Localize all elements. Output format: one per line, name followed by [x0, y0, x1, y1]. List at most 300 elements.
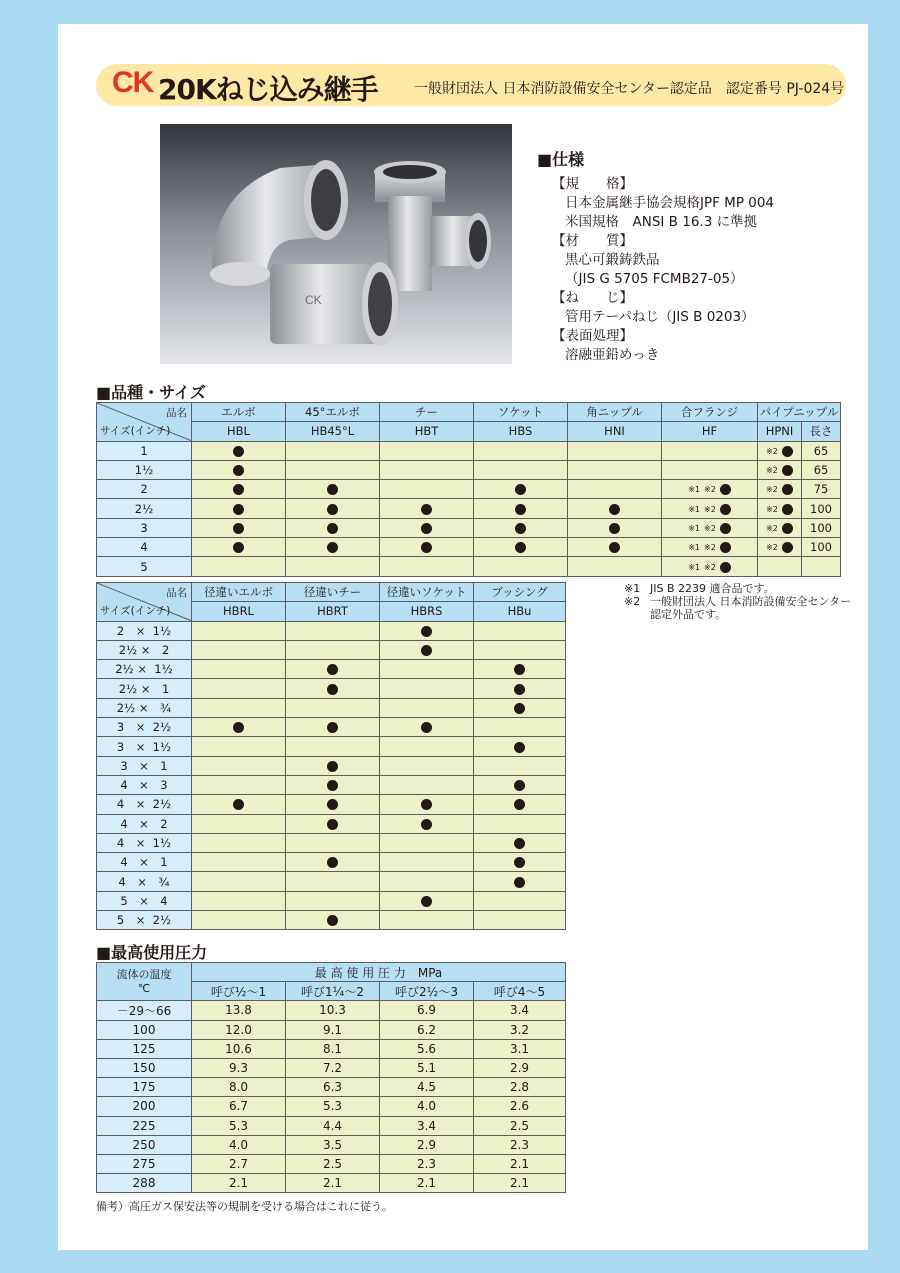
pressure-value-cell: 3.4 [380, 1116, 474, 1135]
availability-cell [192, 679, 286, 698]
temperature-header [97, 963, 192, 1001]
availability-cell [380, 660, 474, 679]
availability-cell [474, 480, 568, 499]
pressure-value-cell: 2.6 [474, 1097, 566, 1116]
pressure-value-cell: 4.5 [380, 1078, 474, 1097]
filled-dot [327, 722, 338, 733]
table-row [97, 621, 566, 640]
temperature-cell: 200 [97, 1097, 192, 1116]
pressure-value-cell: 3.1 [474, 1039, 566, 1058]
availability-cell [380, 853, 474, 872]
length-cell: 65 [802, 460, 841, 479]
column-code: HBRS [380, 602, 474, 621]
socket-mark: CK [305, 293, 322, 307]
column-name: ソケット [474, 403, 568, 422]
column-name: 45°エルボ [286, 403, 380, 422]
filled-dot [421, 896, 432, 907]
size-cell: 3 × 1½ [97, 737, 192, 756]
table-row [97, 538, 841, 557]
size-cell: 2½ × 1 [97, 679, 192, 698]
size-cell: 4 × 2½ [97, 795, 192, 814]
reducing-table [96, 582, 566, 930]
filled-dot [421, 523, 432, 534]
filled-dot [233, 465, 244, 476]
table-row [97, 891, 566, 910]
column-code: HBT [380, 422, 474, 441]
column-name: 径違いチー [286, 583, 380, 602]
note-mark: ※2 [766, 446, 778, 456]
availability-cell [380, 679, 474, 698]
table-row [97, 698, 566, 717]
availability-cell [192, 891, 286, 910]
size-cell: 5 [97, 557, 192, 576]
corner-top-label: 品名 [166, 587, 187, 599]
availability-cell [474, 679, 566, 698]
availability-cell [474, 891, 566, 910]
filled-dot [327, 819, 338, 830]
availability-cell [286, 795, 380, 814]
column-code: HBRL [192, 602, 286, 621]
pressure-section-title: ■最高使用圧力 [96, 943, 208, 962]
availability-cell [286, 775, 380, 794]
availability-cell [286, 499, 380, 518]
footnote-mark: ※2 [624, 595, 641, 608]
table-row [97, 872, 566, 891]
header-row [97, 963, 566, 982]
spec-value: 日本金属継手協会規格JPF MP 004 [565, 195, 775, 211]
availability-cell [474, 795, 566, 814]
pressure-value-cell: 2.3 [474, 1135, 566, 1154]
column-code: HBu [474, 602, 566, 621]
table-row [97, 795, 566, 814]
spec-item [537, 175, 857, 232]
corner-top-label: 品名 [166, 407, 187, 419]
column-name: エルボ [192, 403, 286, 422]
spec-value: 溶融亜鉛めっき [565, 347, 660, 363]
column-code: HF [662, 422, 758, 441]
corner-bottom-label: サイズ(インチ) [100, 604, 171, 617]
availability-cell [380, 441, 474, 460]
size-cell: 3 × 2½ [97, 718, 192, 737]
column-code: HNI [568, 422, 662, 441]
filled-dot [421, 645, 432, 656]
footnote-item [624, 595, 851, 608]
column-code: 長さ [802, 422, 841, 441]
availability-cell [286, 460, 380, 479]
availability-cell [192, 621, 286, 640]
availability-cell [380, 499, 474, 518]
size-range-header: 呼び1¼～2 [286, 982, 380, 1001]
availability-cell [568, 538, 662, 557]
size-cell: 2½ × 2 [97, 640, 192, 659]
column-name: 角ニップル [568, 403, 662, 422]
size-cell: 4 × ¾ [97, 872, 192, 891]
filled-dot [514, 857, 525, 868]
spec-value: 管用テーパねじ（JIS B 0203） [565, 309, 755, 325]
types-table [96, 402, 841, 577]
availability-cell [758, 538, 802, 557]
filled-dot [233, 504, 244, 515]
spec-value: 米国規格 ANSI B 16.3 に準拠 [565, 214, 758, 230]
note-mark: ※1 [688, 504, 700, 514]
filled-dot [233, 799, 244, 810]
pressure-value-cell: 7.2 [286, 1058, 380, 1077]
column-name: ブッシング [474, 583, 566, 602]
availability-cell [286, 737, 380, 756]
availability-cell [380, 518, 474, 537]
availability-cell [474, 718, 566, 737]
filled-dot [327, 542, 338, 553]
availability-cell [662, 518, 758, 537]
pressure-value-cell: 2.1 [380, 1174, 474, 1193]
availability-cell [474, 872, 566, 891]
pressure-value-cell: 10.3 [286, 1001, 380, 1020]
pressure-value-cell: 2.8 [474, 1078, 566, 1097]
footnote-item [624, 582, 851, 595]
size-cell: 2½ [97, 499, 192, 518]
table-row [97, 640, 566, 659]
filled-dot [514, 664, 525, 675]
availability-cell [380, 460, 474, 479]
filled-dot [782, 504, 793, 515]
availability-cell [286, 518, 380, 537]
filled-dot [327, 684, 338, 695]
table-row [97, 814, 566, 833]
filled-dot [421, 799, 432, 810]
filled-dot [421, 819, 432, 830]
column-name: チー [380, 403, 474, 422]
footnote-mark: ※1 [624, 582, 641, 595]
table-row [97, 1020, 566, 1039]
availability-cell [192, 480, 286, 499]
corner-header [97, 403, 192, 442]
availability-cell [192, 538, 286, 557]
pressure-value-cell: 13.8 [192, 1001, 286, 1020]
spec-item [537, 327, 857, 365]
specification-block [537, 150, 857, 365]
pressure-table [96, 962, 566, 1193]
availability-cell [758, 460, 802, 479]
availability-cell [474, 557, 568, 576]
table-row [97, 441, 841, 460]
corner-header [97, 583, 192, 622]
filled-dot [782, 542, 793, 553]
pressure-value-cell: 4.4 [286, 1116, 380, 1135]
size-cell: 4 [97, 538, 192, 557]
filled-dot [421, 504, 432, 515]
filled-dot [233, 446, 244, 457]
availability-cell [286, 891, 380, 910]
table-row [97, 1001, 566, 1020]
pressure-value-cell: 2.3 [380, 1154, 474, 1173]
filled-dot [720, 504, 731, 515]
pressure-value-cell: 3.2 [474, 1020, 566, 1039]
filled-dot [421, 542, 432, 553]
filled-dot [515, 484, 526, 495]
pressure-value-cell: 6.3 [286, 1078, 380, 1097]
availability-cell [192, 441, 286, 460]
availability-cell [192, 833, 286, 852]
note-mark: ※2 [704, 562, 716, 572]
availability-cell [192, 756, 286, 775]
size-range-header: 呼び2½～3 [380, 982, 474, 1001]
pressure-value-cell: 2.5 [286, 1154, 380, 1173]
filled-dot [720, 562, 731, 573]
column-code: HBRT [286, 602, 380, 621]
filled-dot [720, 523, 731, 534]
filled-dot [421, 626, 432, 637]
availability-cell [568, 480, 662, 499]
filled-dot [327, 484, 338, 495]
product-photo [160, 124, 512, 364]
availability-cell [380, 756, 474, 775]
note-mark: ※2 [704, 523, 716, 533]
pressure-value-cell: 3.5 [286, 1135, 380, 1154]
table-row [97, 1154, 566, 1173]
availability-cell [758, 499, 802, 518]
availability-cell [192, 737, 286, 756]
pressure-value-cell: 6.2 [380, 1020, 474, 1039]
temperature-cell: 100 [97, 1020, 192, 1039]
availability-cell [286, 698, 380, 717]
note-mark: ※1 [688, 523, 700, 533]
column-name: パイプニップル [758, 403, 841, 422]
availability-cell [286, 679, 380, 698]
filled-dot [514, 703, 525, 714]
availability-cell [192, 698, 286, 717]
availability-cell [192, 718, 286, 737]
corner-bottom-label: サイズ(インチ) [100, 424, 171, 437]
size-cell: 2½ × ¾ [97, 698, 192, 717]
table-row [97, 1078, 566, 1097]
table-row [97, 518, 841, 537]
table-row [97, 1116, 566, 1135]
availability-cell [474, 499, 568, 518]
table-row [97, 499, 841, 518]
table-row [97, 660, 566, 679]
availability-cell [662, 557, 758, 576]
filled-dot [327, 799, 338, 810]
footnotes [624, 582, 851, 621]
note-mark: ※2 [704, 543, 716, 553]
size-cell: 4 × 2 [97, 814, 192, 833]
pressure-value-cell: 3.4 [474, 1001, 566, 1020]
size-cell: 1½ [97, 460, 192, 479]
availability-cell [286, 814, 380, 833]
availability-cell [286, 640, 380, 659]
filled-dot [609, 504, 620, 515]
availability-cell [474, 775, 566, 794]
pressure-value-cell: 2.9 [380, 1135, 474, 1154]
filled-dot [233, 722, 244, 733]
temperature-cell: －29～66 [97, 1001, 192, 1020]
availability-cell [380, 833, 474, 852]
filled-dot [515, 523, 526, 534]
column-code: HBL [192, 422, 286, 441]
column-code: HB45°L [286, 422, 380, 441]
temperature-cell: 250 [97, 1135, 192, 1154]
availability-cell [192, 872, 286, 891]
pressure-value-cell: 8.1 [286, 1039, 380, 1058]
availability-cell [474, 538, 568, 557]
availability-cell [662, 441, 758, 460]
filled-dot [514, 684, 525, 695]
temperature-header-line: 流体の温度 [116, 967, 172, 981]
pressure-value-cell: 5.6 [380, 1039, 474, 1058]
size-cell: 4 × 3 [97, 775, 192, 794]
availability-cell [192, 795, 286, 814]
availability-cell [662, 460, 758, 479]
note-mark: ※2 [704, 485, 716, 495]
length-cell [802, 557, 841, 576]
pressure-value-cell: 5.1 [380, 1058, 474, 1077]
column-code: HBS [474, 422, 568, 441]
table-row [97, 1135, 566, 1154]
filled-dot [233, 542, 244, 553]
size-cell: 4 × 1½ [97, 833, 192, 852]
spec-item [537, 232, 857, 289]
size-cell: 2 × 1½ [97, 621, 192, 640]
brand-logo: CK [112, 66, 154, 99]
availability-cell [286, 480, 380, 499]
availability-cell [192, 660, 286, 679]
pressure-value-cell: 2.1 [474, 1174, 566, 1193]
pressure-value-cell: 9.3 [192, 1058, 286, 1077]
table-row [97, 480, 841, 499]
availability-cell [286, 833, 380, 852]
page-title: 20Kねじ込み継手 [158, 73, 378, 106]
pressure-value-cell: 5.3 [286, 1097, 380, 1116]
table-row [97, 756, 566, 775]
filled-dot [720, 484, 731, 495]
temperature-header-line: ℃ [137, 981, 151, 995]
pressure-value-cell: 12.0 [192, 1020, 286, 1039]
availability-cell [286, 911, 380, 930]
pressure-value-cell: 2.5 [474, 1116, 566, 1135]
note-mark: ※2 [766, 523, 778, 533]
availability-cell [286, 872, 380, 891]
availability-cell [568, 441, 662, 460]
socket-fitting [270, 262, 398, 346]
temperature-cell: 125 [97, 1039, 192, 1058]
footnote-text: JIS B 2239 適合品です。 [650, 582, 775, 595]
availability-cell [380, 640, 474, 659]
filled-dot [327, 857, 338, 868]
remark-note: 備考）高圧ガス保安法等の規制を受ける場合はこれに従う。 [96, 1200, 393, 1213]
note-mark: ※1 [688, 543, 700, 553]
table-row [97, 679, 566, 698]
header-row [97, 403, 841, 422]
availability-cell [380, 795, 474, 814]
filled-dot [720, 542, 731, 553]
note-mark: ※2 [704, 504, 716, 514]
filled-dot [327, 761, 338, 772]
availability-cell [380, 480, 474, 499]
availability-cell [474, 911, 566, 930]
filled-dot [782, 465, 793, 476]
availability-cell [380, 538, 474, 557]
note-mark: ※1 [688, 485, 700, 495]
availability-cell [380, 911, 474, 930]
availability-cell [286, 756, 380, 775]
pressure-value-cell: 2.1 [474, 1154, 566, 1173]
filled-dot [327, 504, 338, 515]
length-cell: 65 [802, 441, 841, 460]
filled-dot [327, 915, 338, 926]
pressure-value-cell: 4.0 [192, 1135, 286, 1154]
availability-cell [662, 538, 758, 557]
note-mark: ※2 [766, 485, 778, 495]
availability-cell [474, 833, 566, 852]
availability-cell [380, 698, 474, 717]
filled-dot [327, 664, 338, 675]
filled-dot [514, 838, 525, 849]
availability-cell [286, 557, 380, 576]
size-cell: 1 [97, 441, 192, 460]
pressure-value-cell: 8.0 [192, 1078, 286, 1097]
filled-dot [782, 523, 793, 534]
spec-label: 【表面処理】 [552, 328, 633, 344]
availability-cell [758, 441, 802, 460]
availability-cell [192, 499, 286, 518]
length-cell: 100 [802, 538, 841, 557]
size-cell: 3 × 1 [97, 756, 192, 775]
pressure-value-cell: 5.3 [192, 1116, 286, 1135]
spec-value: 黒心可鍛鋳鉄品 [565, 252, 660, 268]
column-name: 径違いソケット [380, 583, 474, 602]
pressure-value-cell: 10.6 [192, 1039, 286, 1058]
availability-cell [474, 518, 568, 537]
filled-dot [421, 722, 432, 733]
size-cell: 4 × 1 [97, 853, 192, 872]
availability-cell [568, 499, 662, 518]
filled-dot [327, 780, 338, 791]
table-row [97, 718, 566, 737]
pressure-value-cell: 2.1 [286, 1174, 380, 1193]
pressure-value-cell: 2.1 [192, 1174, 286, 1193]
availability-cell [380, 814, 474, 833]
note-mark: ※2 [766, 504, 778, 514]
table-row [97, 833, 566, 852]
column-name: 合フランジ [662, 403, 758, 422]
availability-cell [286, 621, 380, 640]
note-mark: ※1 [688, 562, 700, 572]
spec-label: 【材 質】 [552, 233, 633, 249]
filled-dot [233, 484, 244, 495]
temperature-cell: 175 [97, 1078, 192, 1097]
availability-cell [474, 698, 566, 717]
availability-cell [380, 621, 474, 640]
availability-cell [192, 814, 286, 833]
availability-cell [380, 737, 474, 756]
pressure-value-cell: 6.7 [192, 1097, 286, 1116]
temperature-cell: 288 [97, 1174, 192, 1193]
table-row [97, 853, 566, 872]
size-cell: 5 × 2½ [97, 911, 192, 930]
filled-dot [327, 523, 338, 534]
pressure-value-cell: 4.0 [380, 1097, 474, 1116]
spec-title: ■仕様 [537, 150, 585, 169]
header-row [97, 583, 566, 602]
certification-text: 一般財団法人 日本消防設備安全センター認定品 認定番号 PJ-024号 [414, 81, 845, 97]
availability-cell [286, 853, 380, 872]
table-row [97, 557, 841, 576]
size-cell: 2½ × 1½ [97, 660, 192, 679]
availability-cell [192, 911, 286, 930]
availability-cell [758, 557, 802, 576]
availability-cell [286, 441, 380, 460]
availability-cell [286, 718, 380, 737]
